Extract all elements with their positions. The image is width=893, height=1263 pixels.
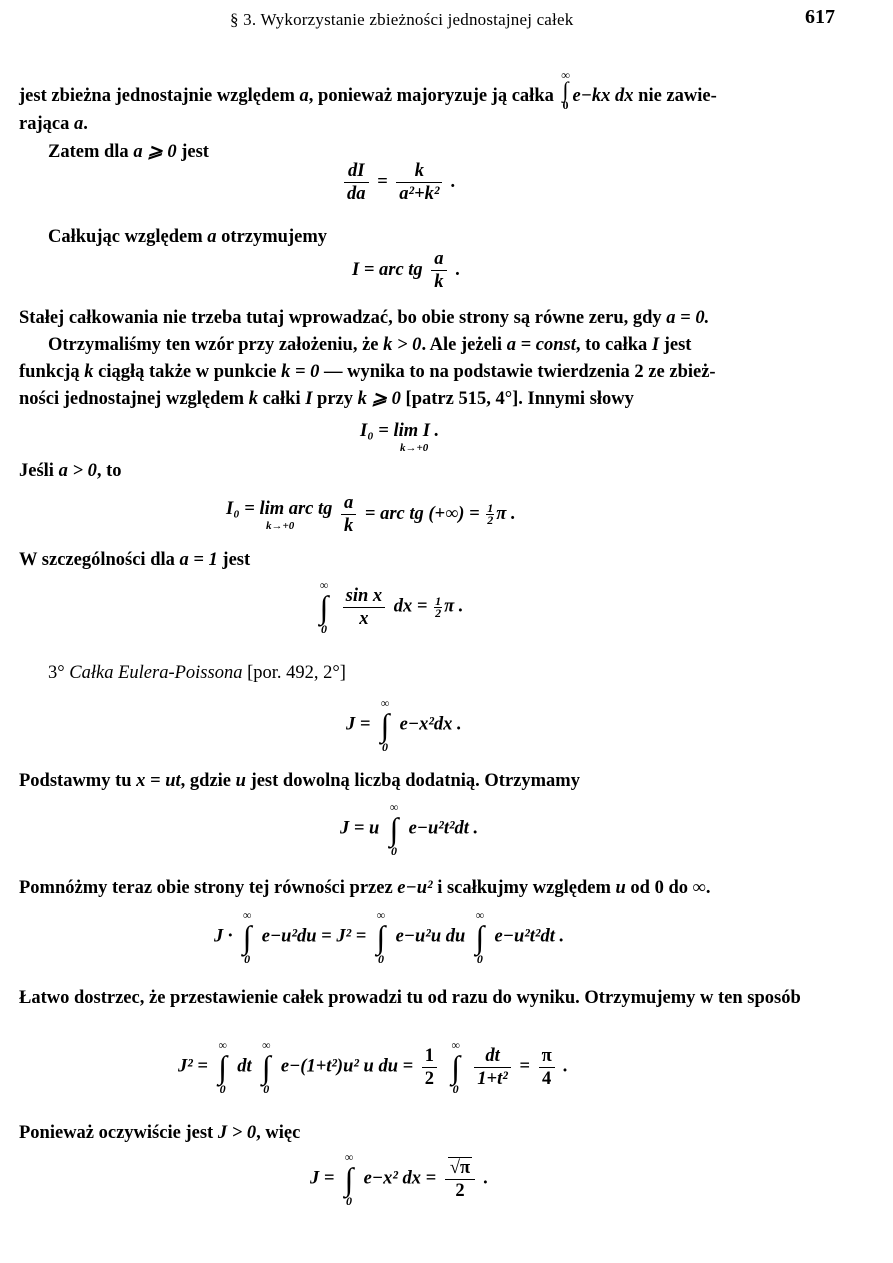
paragraph-3: Całkując względem a otrzymujemy [48,227,327,247]
paragraph-5-line3: ności jednostajnej względem k całki I przy k ⩾ 0 [patrz 515, 4°]. Innymi słowy [19,389,634,409]
page-number: 617 [805,6,835,28]
paragraph-8: 3° Całka Eulera-Poissona [por. 492, 2°] [48,663,346,683]
paragraph-5-line2: funkcją k ciągłą także w punkcie k = 0 — wynika to na podstawie twierdzenia 2 ze zbież- [19,362,716,382]
paragraph-2: Zatem dla a ⩾ 0 jest [48,142,209,162]
paragraph-6: Jeśli a > 0, to [19,461,122,481]
paragraph-5: Otrzymaliśmy ten wzór przy założeniu, że k > 0. Ale jeżeli a = const, to całka I jest [48,335,692,355]
running-header: § 3. Wykorzystanie zbieżności jednostajnej całek [230,10,574,29]
equation-J-squared: J² = ∞ ∫ 0 dt ∞ ∫ 0 e−(1+t²)u² u du = $\frac{1}{2}$ ∞ ∫ 0 $\frac{dt}{\text{1+t²}}$ = $\frac{\pi}{4}$ . [178,1038,568,1096]
equation-arctg: I = arc tg $\frac{a}{k}$ . [352,249,460,292]
equation-sinx: ∞ ∫ 0 $\frac{\text{sin x}}{x}$ dx = $\frac{1}{2}$ π . [319,578,464,636]
equation-J-product: J · ∞ ∫ 0 e−u²du = J² = ∞ ∫ 0 e−u²u du ∞ ∫ 0 e−u²t²dt . [214,908,565,966]
equation-J: J = ∞ ∫ 0 e−x²dx . [346,696,462,754]
paragraph-11: Łatwo dostrzec, że przestawienie całek prowadzi tu od razu do wyniku. Otrzymujemy w ten sposób [19,988,801,1008]
paragraph-1: jest zbieżna jednostajnie względem a, ponieważ majoryzuje ją całka ∞ ∫ 0 e−kx dx nie zawie- [19,68,717,112]
equation-I0-pi: I₀ = lim arc tg k→+0 $\frac{a}{k}$ = arc tg (+∞) = $\frac{1}{2}$ π . [226,493,516,536]
equation-J-u: J = u ∞ ∫ 0 e−u²t²dt . [340,800,479,858]
equation-J-sqrtpi: J = ∞ ∫ 0 e−x² dx = $\frac{√\pi}{2}$ . [310,1150,489,1208]
paragraph-10: Pomnóżmy teraz obie strony tej równości przez e−u² i scałkujmy względem u od 0 do ∞. [19,878,711,898]
paragraph-7: W szczególności dla a = 1 jest [19,550,251,570]
equation-I0-lim: I₀ = lim I . k→+0 [360,421,440,454]
paragraph-4: Stałej całkowania nie trzeba tutaj wprowadzać, bo obie strony są równe zeru, gdy a = 0. [19,308,710,328]
paragraph-9: Podstawmy tu x = ut, gdzie u jest dowolną liczbą dodatnią. Otrzymamy [19,771,580,791]
equation-dI-da: $\frac{dI}{da}$ = $\frac{k}{\text{a²+k²}}$ . [340,160,456,205]
paragraph-1-cont: rająca a. [19,114,88,134]
paragraph-12: Ponieważ oczywiście jest J > 0, więc [19,1123,301,1143]
